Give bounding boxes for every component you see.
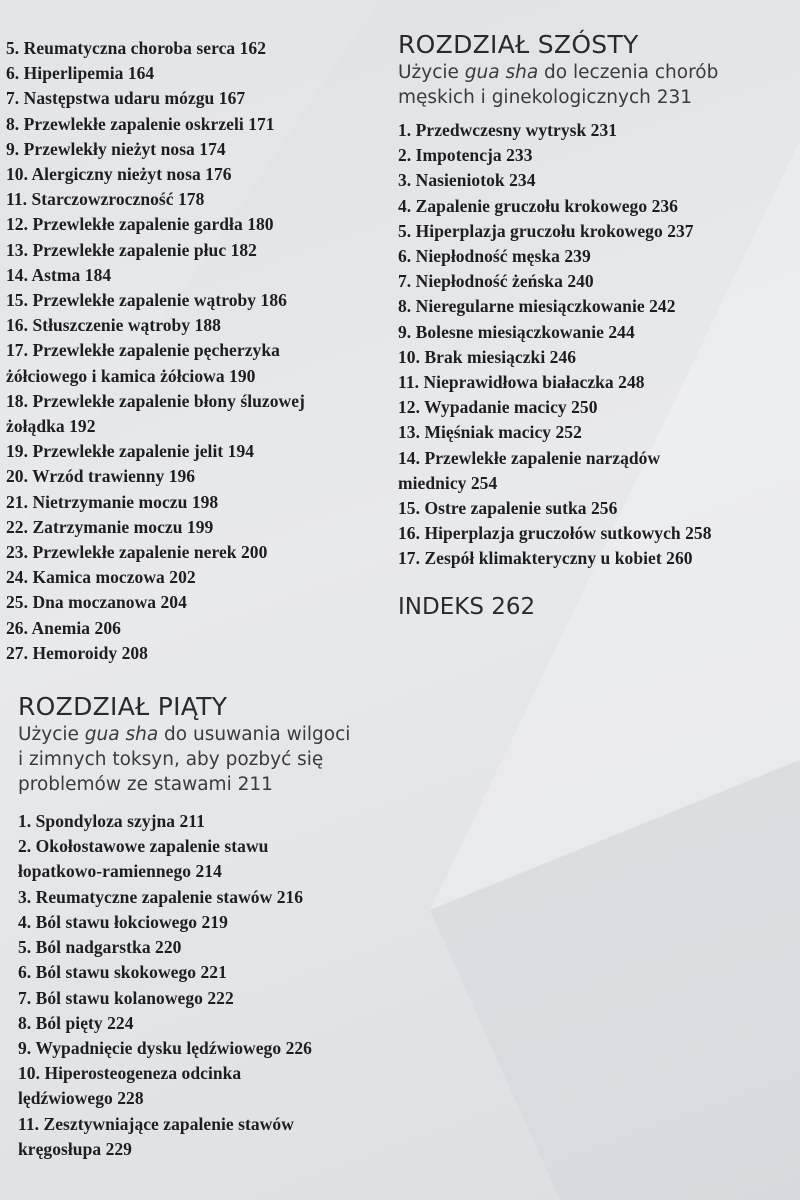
subtitle-text: i zimnych toksyn, aby pozbyć się [18,749,324,771]
toc-entry: 8. Przewlekłe zapalenie oskrzeli 171 [6,113,275,134]
toc-entry: 2. Impotencja 233 [398,145,533,166]
toc-entry: 13. Mięśniak macicy 252 [398,422,582,443]
toc-entry: 13. Przewlekłe zapalenie płuc 182 [6,239,257,260]
toc-entry: 11. Starczowzroczność 178 [6,189,205,210]
toc-entry: 1. Spondyloza szyjna 211 [18,811,205,832]
toc-entry-continuation: kręgosłupa 229 [18,1138,132,1159]
chapter4-continued-list [6,36,386,666]
toc-entry: 7. Niepłodność żeńska 240 [398,271,594,292]
toc-entry: 15. Ostre zapalenie sutka 256 [398,498,618,519]
toc-entry: 14. Przewlekłe zapalenie narządów [398,447,661,468]
toc-entry: 3. Reumatyczne zapalenie stawów 216 [18,886,304,907]
toc-entry: 24. Kamica moczowa 202 [6,567,196,588]
toc-entry: 10. Brak miesiączki 246 [398,346,577,367]
chapter-subtitle [398,60,793,110]
toc-entry: 16. Hiperplazja gruczołów sutkowych 258 [398,523,712,544]
toc-entry-continuation: żołądka 192 [6,416,96,437]
toc-entry: 18. Przewlekłe zapalenie błony śluzowej [6,390,305,411]
toc-entry: 5. Hiperplazja gruczołu krokowego 237 [398,220,694,241]
subtitle-italic-term: gua sha [84,724,159,746]
toc-entry: 21. Nietrzymanie moczu 198 [6,491,219,512]
toc-entry: 20. Wrzód trawienny 196 [6,466,196,487]
toc-entry: 6. Ból stawu skokowego 221 [18,962,227,983]
toc-entry: 2. Okołostawowe zapalenie stawu [18,836,269,857]
toc-entry: 11. Nieprawidłowa białaczka 248 [398,372,645,393]
toc-entry: 12. Przewlekłe zapalenie gardła 180 [6,214,274,235]
subtitle-italic-term: gua sha [464,62,539,83]
toc-entry: 19. Przewlekłe zapalenie jelit 194 [6,441,255,462]
toc-entry: 7. Ból stawu kolanowego 222 [18,987,234,1008]
chapter-title: ROZDZIAŁ PIĄTY [18,692,228,722]
toc-entry: 4. Ból stawu łokciowego 219 [18,911,228,932]
chapter-6-section [398,30,793,572]
toc-entry: 9. Bolesne miesiączkowanie 244 [398,321,635,342]
toc-entry: 14. Astma 184 [6,264,112,285]
subtitle-text: do usuwania wilgoci [158,724,351,746]
toc-entry: 5. Reumatyczna choroba serca 162 [6,38,267,58]
chapter-subtitle [18,722,386,797]
chapter-title: ROZDZIAŁ SZÓSTY [398,30,639,59]
subtitle-text: męskich i ginekologicznych 231 [398,87,693,108]
toc-entry: 27. Hemoroidy 208 [6,642,148,663]
toc-entry: 16. Stłuszczenie wątroby 188 [6,315,221,336]
subtitle-text: problemów ze stawami 211 [18,774,273,796]
toc-entry-continuation: żółciowego i kamica żółciowa 190 [6,365,256,386]
toc-entry: 7. Następstwa udaru mózgu 167 [6,88,246,109]
toc-entry: 25. Dna moczanowa 204 [6,592,187,613]
subtitle-text: Użycie [18,724,85,746]
toc-entry: 8. Nieregularne miesiączkowanie 242 [398,296,676,317]
toc-entry: 10. Alergiczny nieżyt nosa 176 [6,164,232,185]
toc-entry: 8. Ból pięty 224 [18,1012,134,1033]
left-column [6,36,386,1162]
chapter-5-section [6,692,386,1162]
subtitle-text: do leczenia chorób [538,62,719,83]
toc-entry: 9. Wypadnięcie dysku lędźwiowego 226 [18,1037,312,1058]
toc-entry: 12. Wypadanie macicy 250 [398,397,598,418]
toc-entry: 6. Niepłodność męska 239 [398,246,591,267]
chapter-5-list [18,809,386,1162]
chapter-6-list [398,118,793,572]
toc-entry-continuation: łopatkowo-ramiennego 214 [18,861,222,882]
toc-entry: 10. Hiperosteogeneza odcinka [18,1063,242,1084]
right-column [398,30,793,622]
toc-entry: 1. Przedwczesny wytrysk 231 [398,120,618,140]
toc-entry-continuation: lędźwiowego 228 [18,1088,144,1109]
toc-entry: 11. Zesztywniające zapalenie stawów [18,1113,294,1134]
toc-entry: 4. Zapalenie gruczołu krokowego 236 [398,195,678,216]
toc-entry: 5. Ból nadgarstka 220 [18,937,182,958]
toc-entry: 17. Zespół klimakteryczny u kobiet 260 [398,548,693,569]
toc-entry: 3. Nasieniotok 234 [398,170,536,191]
subtitle-text: Użycie [398,62,465,83]
toc-entry: 6. Hiperlipemia 164 [6,63,155,84]
toc-entry: 22. Zatrzymanie moczu 199 [6,516,214,537]
toc-entry: 17. Przewlekłe zapalenie pęcherzyka [6,340,280,361]
toc-entry: 26. Anemia 206 [6,617,121,638]
index-heading: INDEKS 262 [398,593,536,620]
toc-entry: 9. Przewlekły nieżyt nosa 174 [6,138,226,159]
toc-entry-continuation: miednicy 254 [398,472,498,493]
toc-entry: 15. Przewlekłe zapalenie wątroby 186 [6,290,287,311]
toc-entry: 23. Przewlekłe zapalenie nerek 200 [6,542,268,563]
